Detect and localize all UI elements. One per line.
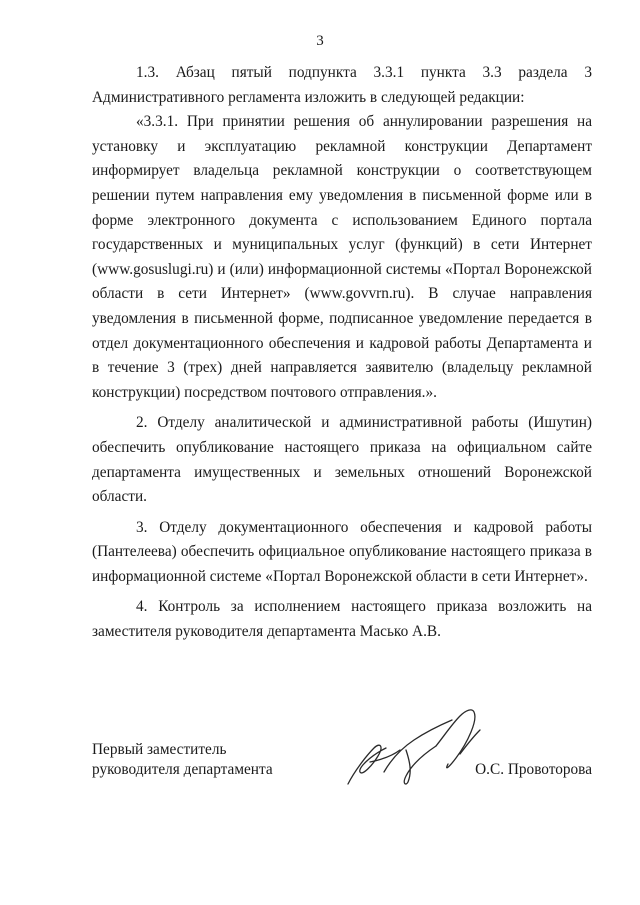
paragraph-1-3: 1.3. Абзац пятый подпункта 3.3.1 пункта 3.3 раздела 3 Административного регламента изложить в следующей редакции: bbox=[92, 64, 592, 106]
document-body bbox=[92, 61, 592, 645]
paragraph-quoted-clause: «3.3.1. При принятии решения об аннулировании разрешения на установку и эксплуатацию рекламной конструкции Департамент информирует владельца рекламной конструкции о соответствующем решении путем направления ему уведомления в письменной форме или в форме электронного документа с использованием Единого портала государственных и муниципальных услуг (функций) в сети Интернет (www.gosuslugi.ru) и (или) информационной системы «Портал Воронежской области в сети Интернет» (www.govvrn.ru). В случае направления уведомления в письменной форме, подписанное уведомление передается в отдел документационного обеспечения и кадровой работы Департамента и в течение 3 (трех) дней направляется заявителю (владельцу рекламной конструкции) посредством почтового отправления.». bbox=[92, 113, 592, 401]
paragraph-3: 3. Отделу документационного обеспечения и кадровой работы (Пантелеева) обеспечить официальное опубликование настоящего приказа в информационной системе «Портал Воронежской области в сети Интернет». bbox=[92, 518, 592, 585]
signatory-position-line-2: руководителя департамента bbox=[92, 761, 273, 778]
page-number: 3 bbox=[316, 33, 324, 49]
paragraph-4: 4. Контроль за исполнением настоящего приказа возложить на заместителя руководителя департамента Масько А.В. bbox=[92, 598, 592, 641]
paragraph-2: 2. Отделу аналитической и административной работы (Ишутин) обеспечить опубликование настоящего приказа на официальном сайте департамента имущественных и земельных отношений Воронежской области. bbox=[92, 414, 592, 506]
signatory-position-line-1: Первый заместитель bbox=[92, 741, 227, 758]
signer-name: О.С. Провоторова bbox=[475, 761, 592, 778]
signatory-position bbox=[92, 740, 273, 780]
